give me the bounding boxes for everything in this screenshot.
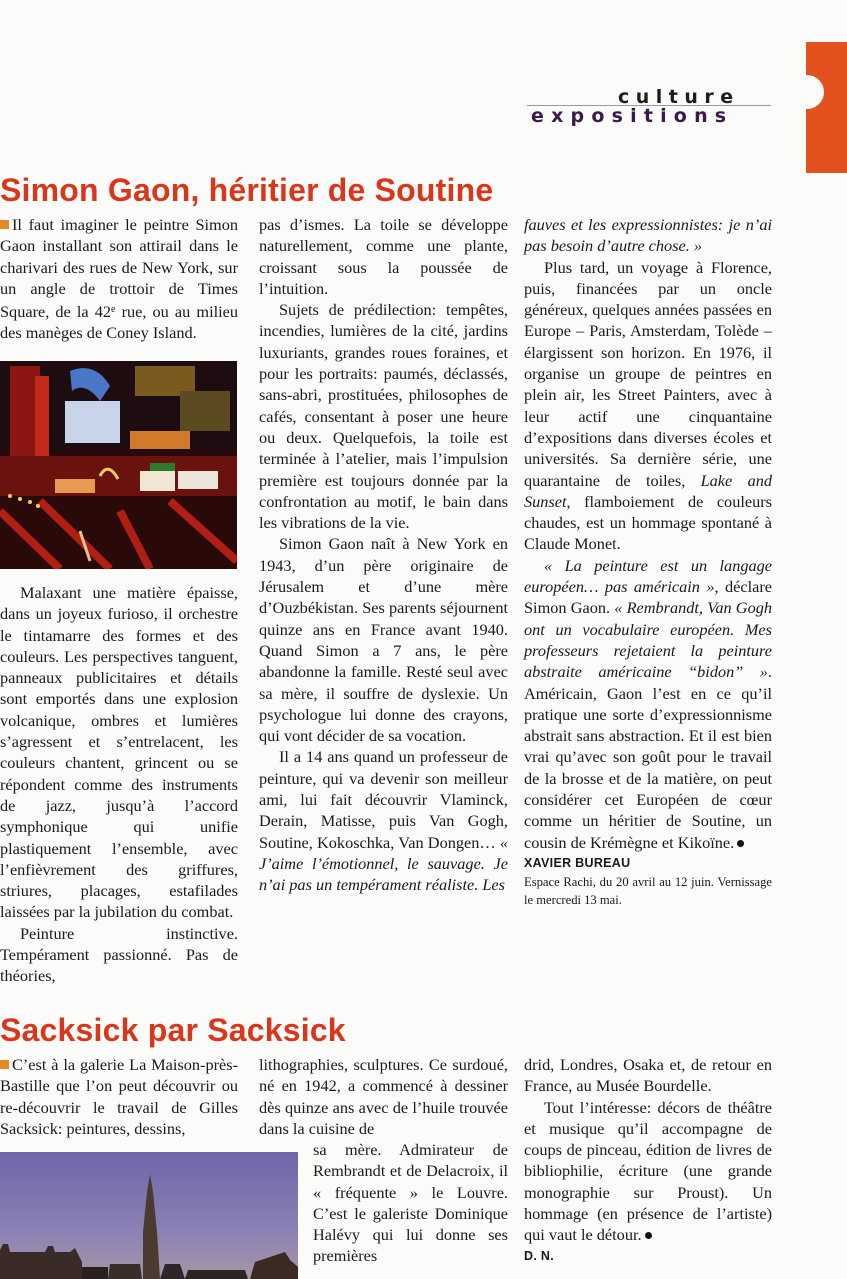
article2-paragraph: Tout l’intéresse: décors de théâtre et musique qu’il accompagne de coups de pinceau, édition de livres de bibliophilie, écriture (une grande monographie sur Proust). Un hommage (en présence de l’artiste) qui vaut le détour. [524, 1097, 772, 1245]
article2-paragraph: sa mère. Admirateur de Rembrandt et de Delacroix, il « fréquente » le Louvre. C’est le galeriste Dominique Halévy qui lui donne ses premières [313, 1140, 508, 1266]
painting-image-1 [0, 361, 237, 569]
article1-paragraph: Peinture instinctive. Tempérament passionné. Pas de théories, [0, 923, 238, 986]
article2-col2-wrap [313, 1139, 508, 1267]
rubric-expositions: expositions [531, 105, 734, 127]
painting-1-art [0, 361, 237, 569]
section-tab-marker [806, 42, 847, 173]
article1-byline: XAVIER BUREAU [524, 855, 631, 870]
article1-paragraph: Il a 14 ans quand un professeur de peinture, qui va devenir son meilleur ami, lui fait découvrir Vlaminck, Derain, Matisse, puis Van Gogh, Soutine, Kokoschka, Van Dongen… « J’aime l’émotionnel, le sauvage. Je n’ai pas un tempérament réaliste. Les [259, 747, 508, 895]
painting-2-art [0, 1152, 298, 1279]
article1-paragraph: Simon Gaon naît à New York en 1943, d’un père originaire de Jérusalem et d’une mère d’Ouzbékistan. Ses parents séjournent quinze ans en France avant 1940. Quand Simon a 7 ans, le père abandonne la famille. Resté seul avec sa mère, il souffre de dyslexie. Un psychologue lui donne des crayons, qui vont décider de sa vocation. [259, 534, 508, 746]
article1-paragraph: pas d’ismes. La toile se développe naturellement, comme une plante, croissant sous la poussée de l’intuition. [259, 215, 508, 298]
article2-title: Sacksick par Sacksick [0, 1012, 346, 1048]
article2-col1 [0, 1054, 238, 1139]
article1-lead: Il faut imaginer le peintre Simon Gaon installant son attirail dans le charivari des rues de New York, sur un angle de trottoir de Times Square, de la 42e rue, ou au milieu des manèges de Coney Island. [0, 215, 239, 343]
article1-paragraph: Sujets de prédilection: tempêtes, incendies, lumières de la cité, jardins luxuriants, grandes roues foraines, et pour les portraits: paumés, déclassés, sans-abri, prostituées, philosophes de cafés, consentant à poser une heure ou deux. Quelquefois, la toile est terminée à l’atelier, mais l’impulsion première est toujours donnée par la confrontation au motif, le bain dans les vibrations de la vie. [259, 300, 508, 533]
painting-image-2 [0, 1152, 298, 1279]
article1-quote: fauves et les expressionnistes: je n’ai pas besoin d’autre chose. » [524, 215, 772, 256]
article1-col1 [0, 214, 238, 344]
article1-col1-cont [0, 582, 238, 987]
article2-paragraph: drid, Londres, Osaka et, de retour en France, au Musée Bourdelle. [524, 1055, 772, 1096]
lead-square-icon [0, 220, 9, 229]
article2-byline: D. N. [524, 1248, 554, 1263]
article2-col2 [259, 1054, 508, 1139]
lead-square-icon [0, 1060, 9, 1069]
end-bullet-icon [645, 1232, 652, 1239]
article1-col3 [524, 214, 772, 909]
rubric-culture: culture [618, 86, 740, 108]
article1-title: Simon Gaon, héritier de Soutine [0, 172, 494, 208]
article2-col3 [524, 1054, 772, 1267]
tab-notch [798, 75, 824, 109]
article1-paragraph: Malaxant une matière épaisse, dans un joyeux furioso, il orchestre le tintamarre des formes et des couleurs. Les perspectives tanguent, panneaux publicitaires et détails sont emportés dans une explosion volcanique, ombres et lumières s’agressent et s’entrelacent, les couleurs chantent, grincent ou se répondent comme des instruments de jazz, jusqu’à l’accord symphonique qui unifie plastiquement l’ensemble, avec l’enfièvrement des griffures, striures, placages, estafilades laissées par la jubilation du combat. [0, 583, 238, 922]
exhibition-info: Espace Rachi, du 20 avril au 12 juin. Vernissage le mercredi 13 mai. [524, 875, 772, 907]
article2-paragraph: lithographies, sculptures. Ce surdoué, né en 1942, a commencé à dessiner dès quinze ans avec de l’huile trouvée dans la cuisine de [259, 1055, 508, 1138]
article1-col2 [259, 214, 508, 896]
article1-paragraph: « La peinture est un langage européen… pas américain », déclare Simon Gaon. « Rembrandt, Van Gogh ont un vocabulaire européen. Mes professeurs rejetaient la peinture abstraite américaine “bidon” ». Américain, Gaon l’est en ce qu’il pratique une sorte d’expressionnisme abstrait sans abstraction. Et il est bien vrai qu’avec son goût pour le travail de la brosse et de la matière, on peut considérer cet Européen de cœur comme un héritier de Soutine, un cousin de Krémègne et Kikoïne. [524, 555, 773, 852]
article1-paragraph: Plus tard, un voyage à Florence, puis, financées par un oncle généreux, quelques années passées en Europe – Paris, Amsterdam, Tolède – élargissent son horizon. En 1976, il organise un groupe de peintres en plein air, les Street Painters, avec à leur actif une cinquantaine d’expositions dans diverses écoles et universités. Sa dernière série, une quarantaine de toiles, Lake and Sunset, flamboiement de couleurs chaudes, est un hommage spontané à Claude Monet. [524, 257, 772, 554]
article2-lead: C’est à la galerie La Maison-près-Bastille que l’on peut découvrir ou re-découvrir le travail de Gilles Sacksick: peintures, dessins, [0, 1055, 238, 1138]
end-bullet-icon [737, 840, 744, 847]
